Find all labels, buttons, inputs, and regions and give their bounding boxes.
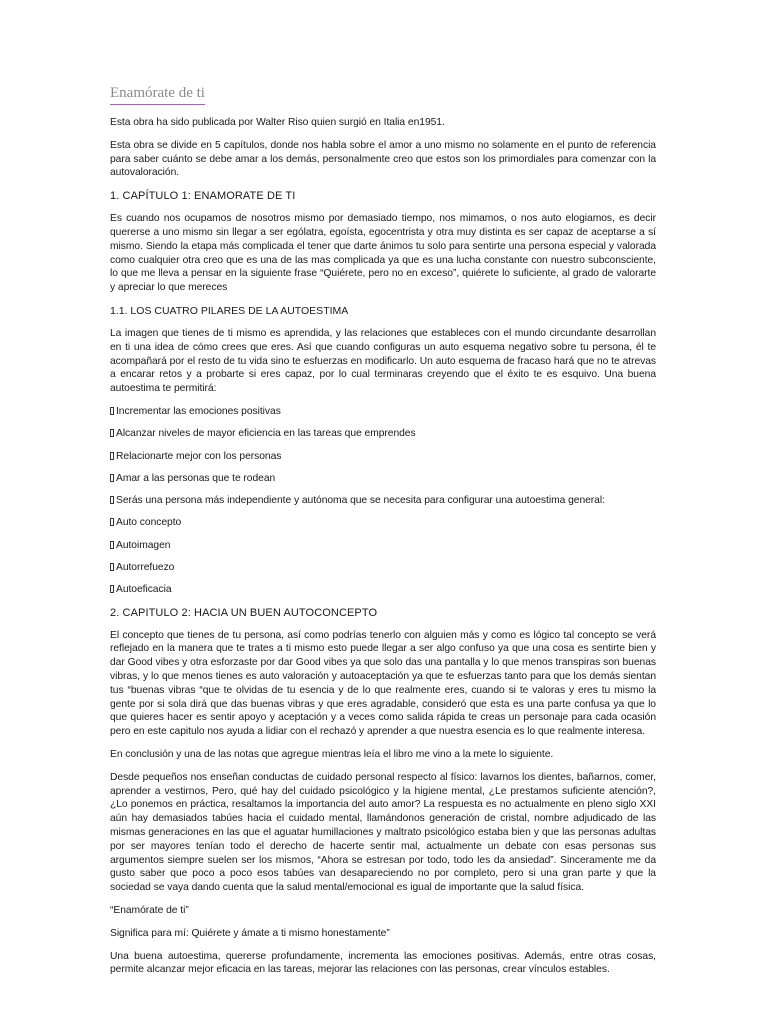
list-item-text: Autorrefuezo — [116, 562, 175, 574]
bullet-box-icon — [110, 563, 114, 571]
bullet-box-icon — [110, 429, 114, 437]
chapter-1-paragraph: Es cuando nos ocupamos de nosotros mismo por demasiado tiempo, nos mimamos, o nos auto elogiamos, es decir quererse a uno mismo sin llegar a ser ególatra, egoísta, egocentrista y otra muy distinta es ser capaz de aceptarse a sí mismo. Siendo la etapa más complicada el tener que darte ánimos tu solo para sentirte una persona especial y valorada como cualquier otra creo que es una de las mas complicada ya que es una lucha constante con nuestro subconsciente, lo que me lleva a pensar en la siguiente frase “Quiérete, pero no en exceso”, quiérete lo suficiente, al grado de valorarte y apreciar lo que mereces — [110, 213, 656, 294]
chapter-1-heading: 1. CAPÍTULO 1: ENAMORATE DE TI — [110, 190, 296, 203]
list-item-text: Auto concepto — [116, 517, 182, 529]
document-title — [110, 84, 656, 105]
list-item-text: Alcanzar niveles de mayor eficiencia en las tareas que emprendes — [116, 428, 416, 440]
list-item — [110, 494, 656, 508]
list-item-text: Relacionarte mejor con los personas — [116, 450, 282, 462]
chapter-2-heading: 2. CAPITULO 2: HACIA UN BUEN AUTOCONCEPTO — [110, 606, 378, 619]
quote-line: “Enamórate de ti” — [110, 904, 189, 916]
chapter-2-paragraph-3: Desde pequeños nos enseñan conductas de cuidado personal respecto al físico: lavarnos los dientes, bañarnos, comer, aprender a vestirnos, Pero, qué hay del cuidado psicológico y la higiene mental, ¿Le prestamos suficiente atención?, ¿Lo ponemos en práctica, resaltamos la importancia del auto amor? La respuesta es no actualmente en pleno siglo XXI aún hay demasiados tabúes hacia el cuidado mental, llamándonos generación de cristal, nombre adjudicado de las mismas generaciones en las que el aguatar humillaciones y maltrato psicológico estaba bien y que las personas adultas por ser mayores tenían todo el derecho de hacerte sentir mal, actualmente un debate con esas personas sus argumentos siempre suelen ser los mismos, “Ahora se estresan por todo, todo les da ansiedad”. Sinceramente me da gusto saber que poco a poco esos tabúes van desapareciendo no por completo, pero si una gran parte y que la sociedad se vaya dando cuenta que la salud mental/emocional es igual de importante que la salud física. — [110, 771, 656, 894]
pillars-list — [110, 405, 656, 597]
bullet-box-icon — [110, 541, 114, 549]
list-item — [110, 561, 656, 575]
list-item — [110, 450, 656, 464]
bullet-box-icon — [110, 407, 114, 415]
bullet-box-icon — [110, 496, 114, 504]
list-item — [110, 427, 656, 441]
meaning-line: Significa para mí: Quiérete y ámate a ti mismo honestamente” — [110, 927, 390, 939]
intro-paragraph-2: Esta obra se divide en 5 capítulos, donde nos habla sobre el amor a uno mismo no solamente en el punto de referencia para saber cuánto se debe amar a los demás, personalmente creo que estos son los primordiales para comenzar con la autovaloración. — [110, 139, 656, 179]
list-item — [110, 516, 656, 530]
intro-paragraph-1: Esta obra ha sido publicada por Walter Riso quien surgió en Italia en1951. — [110, 117, 445, 128]
bullet-box-icon — [110, 452, 114, 460]
list-item-text: Autoimagen — [116, 539, 171, 551]
list-item — [110, 472, 656, 486]
bullet-box-icon — [110, 518, 114, 526]
document-title-text: Enamórate de ti — [110, 84, 205, 105]
bullet-box-icon — [110, 474, 114, 482]
chapter-2-paragraph-4: Una buena autoestima, quererse profundamente, incrementa las emociones positivas. Además, entre otras cosas, permite alcanzar mejor eficacia en las tareas, mejorar las relaciones con las personas, crear vínculos estables. — [110, 950, 656, 976]
list-item — [110, 583, 656, 597]
list-item — [110, 539, 656, 553]
section-1-1-paragraph: La imagen que tienes de ti mismo es aprendida, y las relaciones que estableces con el mundo circundante desarrollan en ti una idea de cómo crees que eres. Así que cuando configuras un auto esquema negativo sobre tu persona, él te acompañará por el resto de tu vida sino te esfuerzas en modificarlo. Un auto esquema de fracaso hará que no te atrevas a encarar retos y a probarte si eres capaz, por lo cual terminaras creyendo que el éxito te es esquivo. Una buena autoestima te permitirá: — [110, 327, 656, 395]
chapter-2-paragraph-1: El concepto que tienes de tu persona, así como podrías tenerlo con alguien más y como es lógico tal concepto se verá reflejado en la manera que te trates a ti mismo esto puede llegar a ser algo confuso ya que una cosa es sentirte bien y dar Good vibes y otra esforzaste por dar Good vibes ya que solo das una pantalla y lo que menos transpiras son buenas vibras, y lo que menos tienes es auto valoración y autoaceptación ya que te esfuerzas tanto para que los demás sientan tus “buenas vibras “que te olvidas de tu esencia y de lo que realmente eres, cuando si te valoras y eres tu mismo la gente por si sola dirá que das buenas vibras y que eres agradable, consideró que esta es una parte confusa ya que lo que quieres hacer es sentir apoyo y aceptación y a veces como salida rápida te creas un personaje para cada ocasión pero en este capitulo nos ayuda a lidiar con el rechazó y aprender a que nuestra esencia es lo que realmente interesa. — [110, 629, 656, 738]
section-1-1-heading: 1.1. LOS CUATRO PILARES DE LA AUTOESTIMA — [110, 304, 349, 317]
list-item — [110, 405, 656, 419]
bullet-box-icon — [110, 585, 114, 593]
list-item-text: Serás una persona más independiente y autónoma que se necesita para configurar una autoestima general: — [116, 495, 605, 507]
list-item-text: Amar a las personas que te rodean — [116, 472, 276, 484]
list-item-text: Incrementar las emociones positivas — [116, 405, 281, 417]
list-item-text: Autoeficacia — [116, 584, 172, 596]
chapter-2-paragraph-2: En conclusión y una de las notas que agregue mientras leía el libro me vino a la mete lo siguiente. — [110, 749, 554, 760]
